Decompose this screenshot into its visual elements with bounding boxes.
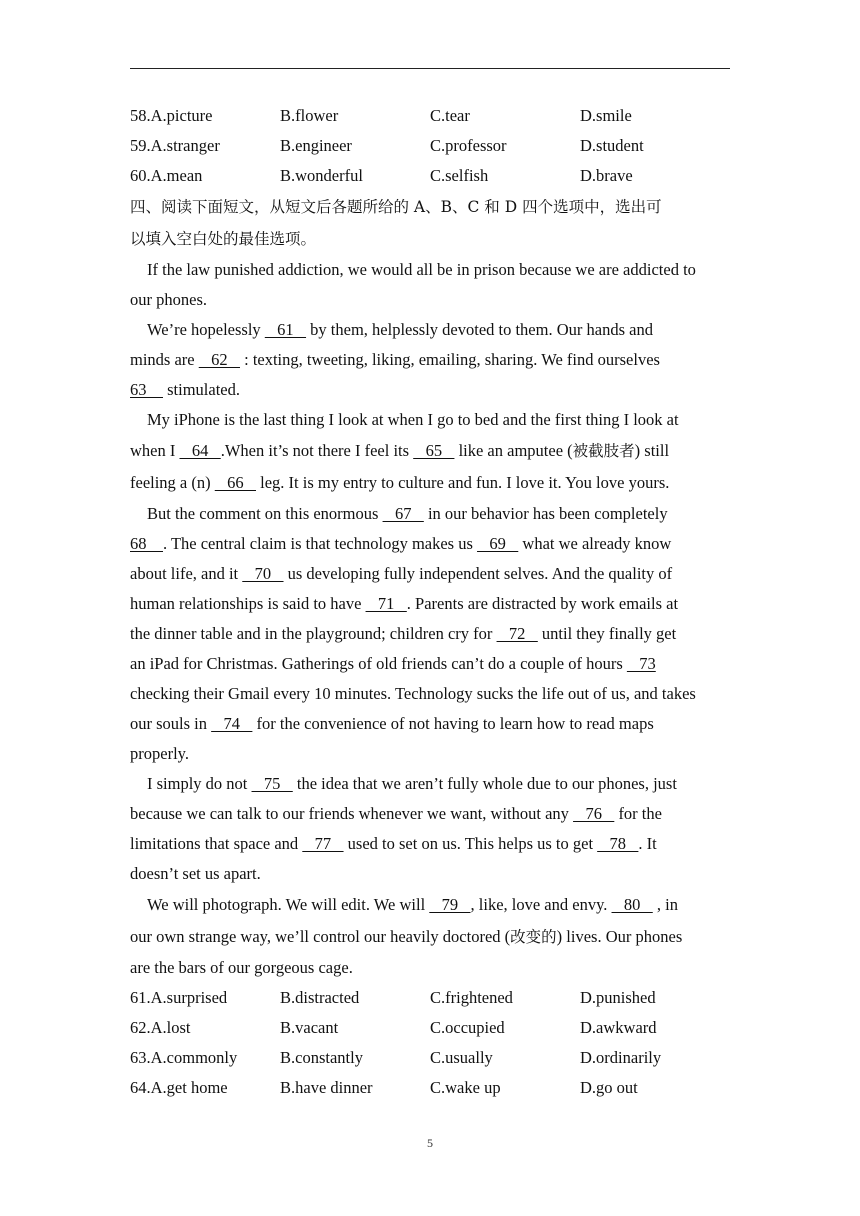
passage-line: when I 64 .When it’s not there I feel its 65 like an amputee (被截肢者) still xyxy=(130,441,670,460)
blank-68: 68 xyxy=(130,534,163,553)
option-row-63: 63.A.commonly B.constantly C.usually D.ordinarily xyxy=(130,1048,662,1067)
blank-71: 71 xyxy=(365,594,407,613)
passage-line: We will photograph. We will edit. We will 79 , like, love and envy. 80 , in xyxy=(147,895,678,914)
passage-line: I simply do not 75 the idea that we aren’t fully whole due to our phones, just xyxy=(147,774,677,793)
passage-line: our phones. xyxy=(130,290,207,309)
section-heading-line-2: 以填入空白处的最佳选项。 xyxy=(130,230,317,248)
blank-77: 77 xyxy=(302,834,344,853)
passage-line: checking their Gmail every 10 minutes. Technology sucks the life out of us, and takes xyxy=(130,684,696,703)
option-row-59: 59.A.stranger B.engineer C.professor D.student xyxy=(130,136,644,155)
option-row-58: 58.A.picture B.flower C.tear D.smile xyxy=(130,106,632,125)
passage-line: feeling a (n) 66 leg. It is my entry to culture and fun. I love it. You love yours. xyxy=(130,473,670,492)
passage-line: are the bars of our gorgeous cage. xyxy=(130,958,353,977)
passage-line: the dinner table and in the playground; children cry for 72 until they finally get xyxy=(130,624,677,643)
passage-line: because we can talk to our friends whenever we want, without any 76 for the xyxy=(130,804,662,823)
header-rule xyxy=(130,68,730,69)
option-row-64: 64.A.get home B.have dinner C.wake up D.go out xyxy=(130,1078,638,1097)
blank-79: 79 xyxy=(429,895,471,914)
blank-61: 61 xyxy=(264,320,307,339)
passage-line: If the law punished addiction, we would all be in prison because we are addicted to xyxy=(147,260,696,279)
passage-line: My iPhone is the last thing I look at when I go to bed and the first thing I look at xyxy=(147,410,679,429)
section-heading-line-1: 四、阅读下面短文，从短文后各题所给的 A、B、C 和 D 四个选项中，选出可 xyxy=(130,198,662,216)
blank-65: 65 xyxy=(413,441,455,460)
blank-70: 70 xyxy=(242,564,284,583)
page-number: 5 xyxy=(427,1136,433,1150)
passage-line: 63 stimulated. xyxy=(130,380,240,399)
blank-76: 76 xyxy=(573,804,615,823)
blank-64: 64 xyxy=(179,441,221,460)
passage-line: But the comment on this enormous 67 in our behavior has been completely xyxy=(147,504,668,523)
passage-line: our souls in 74 for the convenience of not having to learn how to read maps xyxy=(130,714,654,733)
blank-78: 78 xyxy=(597,834,639,853)
blank-73: 73 xyxy=(626,654,656,673)
passage-line: 68 . The central claim is that technology makes us 69 what we already know xyxy=(130,534,672,553)
blank-74: 74 xyxy=(211,714,253,733)
passage-line: limitations that space and 77 used to set on us. This helps us to get 78 . It xyxy=(130,834,657,853)
blank-62: 62 xyxy=(198,350,240,369)
passage-line: an iPad for Christmas. Gatherings of old friends can’t do a couple of hours 73 xyxy=(130,654,656,673)
option-row-62: 62.A.lost B.vacant C.occupied D.awkward xyxy=(130,1018,657,1037)
passage-line: about life, and it 70 us developing fully independent selves. And the quality of xyxy=(130,564,673,583)
passage-line: We’re hopelessly 61 by them, helplessly devoted to them. Our hands and xyxy=(147,320,653,339)
passage-line: our own strange way, we’ll control our heavily doctored (改变的) lives. Our phones xyxy=(130,927,683,946)
blank-66: 66 xyxy=(214,473,256,492)
option-row-60: 60.A.mean B.wonderful C.selfish D.brave xyxy=(130,166,633,185)
blank-63: 63 xyxy=(130,380,163,399)
blank-75: 75 xyxy=(251,774,293,793)
blank-72: 72 xyxy=(496,624,538,643)
blank-80: 80 xyxy=(611,895,653,914)
passage-line: minds are 62 : texting, tweeting, liking, emailing, sharing. We find ourselves xyxy=(130,350,660,369)
blank-69: 69 xyxy=(477,534,519,553)
page-content xyxy=(130,101,728,1103)
passage-line: doesn’t set us apart. xyxy=(130,864,261,883)
passage-line: human relationships is said to have 71 . Parents are distracted by work emails at xyxy=(130,594,679,613)
blank-67: 67 xyxy=(382,504,424,523)
option-row-61: 61.A.surprised B.distracted C.frightened D.punished xyxy=(130,988,656,1007)
passage-line: properly. xyxy=(130,744,189,763)
